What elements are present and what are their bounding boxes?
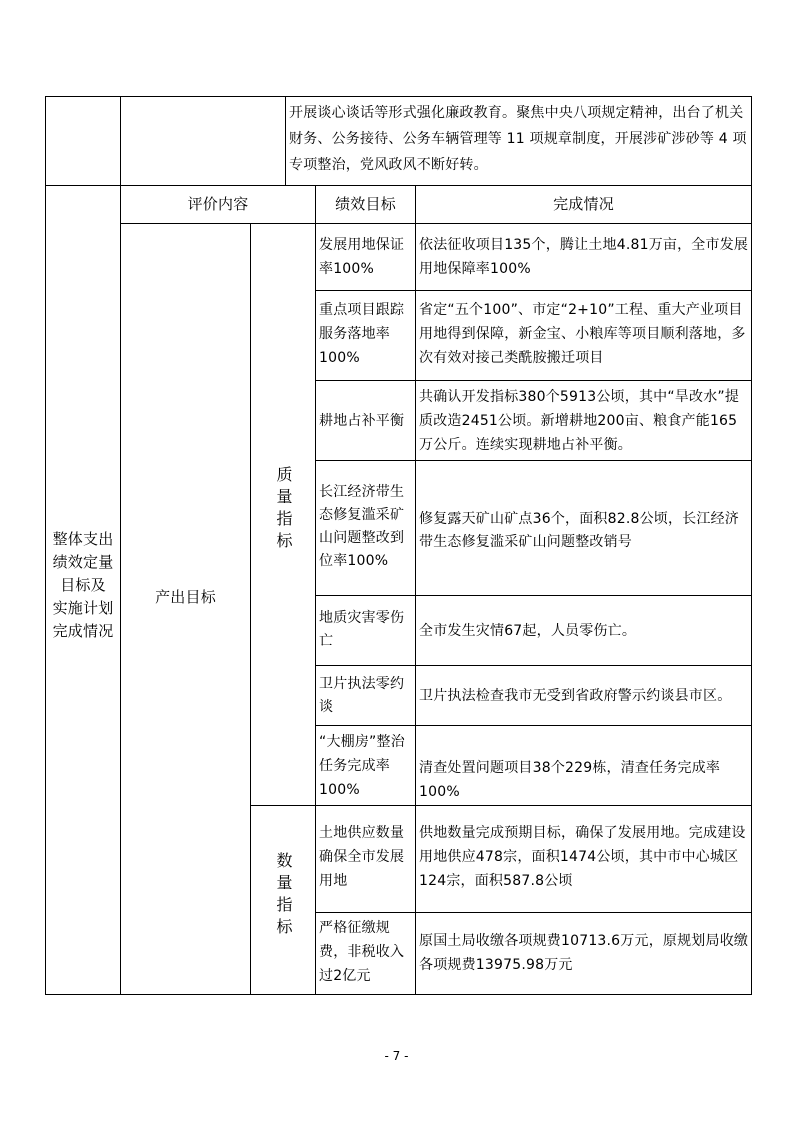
table-border [315,460,751,461]
table-border [120,223,751,224]
table-border [120,96,121,995]
row-result: 清查处置问题项目38个229栋，清查任务完成率100% [419,760,721,800]
section-label-line: 绩效定量 [52,553,114,571]
row-result: 依法征收项目135个，腾让土地4.81万亩，全市发展用地保障率100% [419,237,749,277]
section-label [46,528,120,643]
row-target: 地质灾害零伤亡 [319,610,405,649]
table-border [45,994,751,995]
section-label-line: 目标及 [60,576,106,594]
table-border [315,725,751,726]
page-number: - 7 - [384,1049,409,1063]
output-target-label: 产出目标 [155,588,216,606]
table-border [45,96,751,97]
table-border [415,185,416,995]
row-result: 全市发生灾情67起，人员零伤亡。 [419,623,637,639]
table-border [751,96,752,995]
section-label-line: 实施计划 [52,599,114,617]
header-target: 绩效目标 [335,195,396,213]
row-result: 省定“五个100”、市定“2+10”工程、重大产业项目用地得到保障，新金宝、小粮库等项目顺利落地，多次有效对接己类酰胺搬迁项目 [419,302,746,366]
table-border [315,665,751,666]
row-result: 原国土局收缴各项规费10713.6万元，原规划局收缴各项规费13975.98万元 [419,933,749,973]
row-result: 卫片执法检查我市无受到省政府警示约谈县市区。 [419,688,732,704]
table-border [250,223,251,995]
table-border [250,805,751,806]
group-quantity-label: 数量指标 [274,852,293,940]
row-result: 修复露天矿山矿点36个，面积82.8公顷，长江经济带生态修复滥采矿山问题整改销号 [419,511,739,550]
row-target: 长江经济带生态修复滥采矿山问题整改到位率100% [319,484,405,569]
row-result: 共确认开发指标380个5913公顷，其中“旱改水”提质改造2451公顷。新增耕地200亩、粮食产能165万公斤。连续实现耕地占补平衡。 [419,389,740,453]
table-border [285,96,286,185]
table-border [315,290,751,291]
row-target: “大棚房”整治任务完成率100% [319,734,405,798]
row-target: 严格征缴规费，非税收入过2亿元 [319,920,405,984]
table-border [315,185,316,995]
top-row-text: 开展谈心谈话等形式强化廉政教育。聚焦中央八项规定精神，出台了机关财务、公务接待、公务车辆管理等 11 项规章制度，开展涉矿涉砂等 4 项专项整治，党风政风不断好转。 [289,105,747,173]
table-border [45,185,751,186]
header-result: 完成情况 [553,195,614,213]
row-target: 卫片执法零约谈 [319,676,405,715]
header-eval-content: 评价内容 [187,195,249,213]
group-quality-label: 质量指标 [274,466,293,554]
row-target: 土地供应数量确保全市发展用地 [319,825,405,889]
row-target: 重点项目跟踪服务落地率100% [319,302,405,366]
row-target: 发展用地保证率100% [319,237,405,277]
section-label-line: 整体支出 [52,530,114,548]
row-target: 耕地占补平衡 [319,413,405,429]
section-label-line: 完成情况 [52,622,114,640]
table-border [315,380,751,381]
table-border [315,595,751,596]
row-result: 供地数量完成预期目标，确保了发展用地。完成建设用地供应478宗，面积1474公顷，其中市中心城区124宗，面积587.8公顷 [419,825,746,889]
table-border [315,912,751,913]
